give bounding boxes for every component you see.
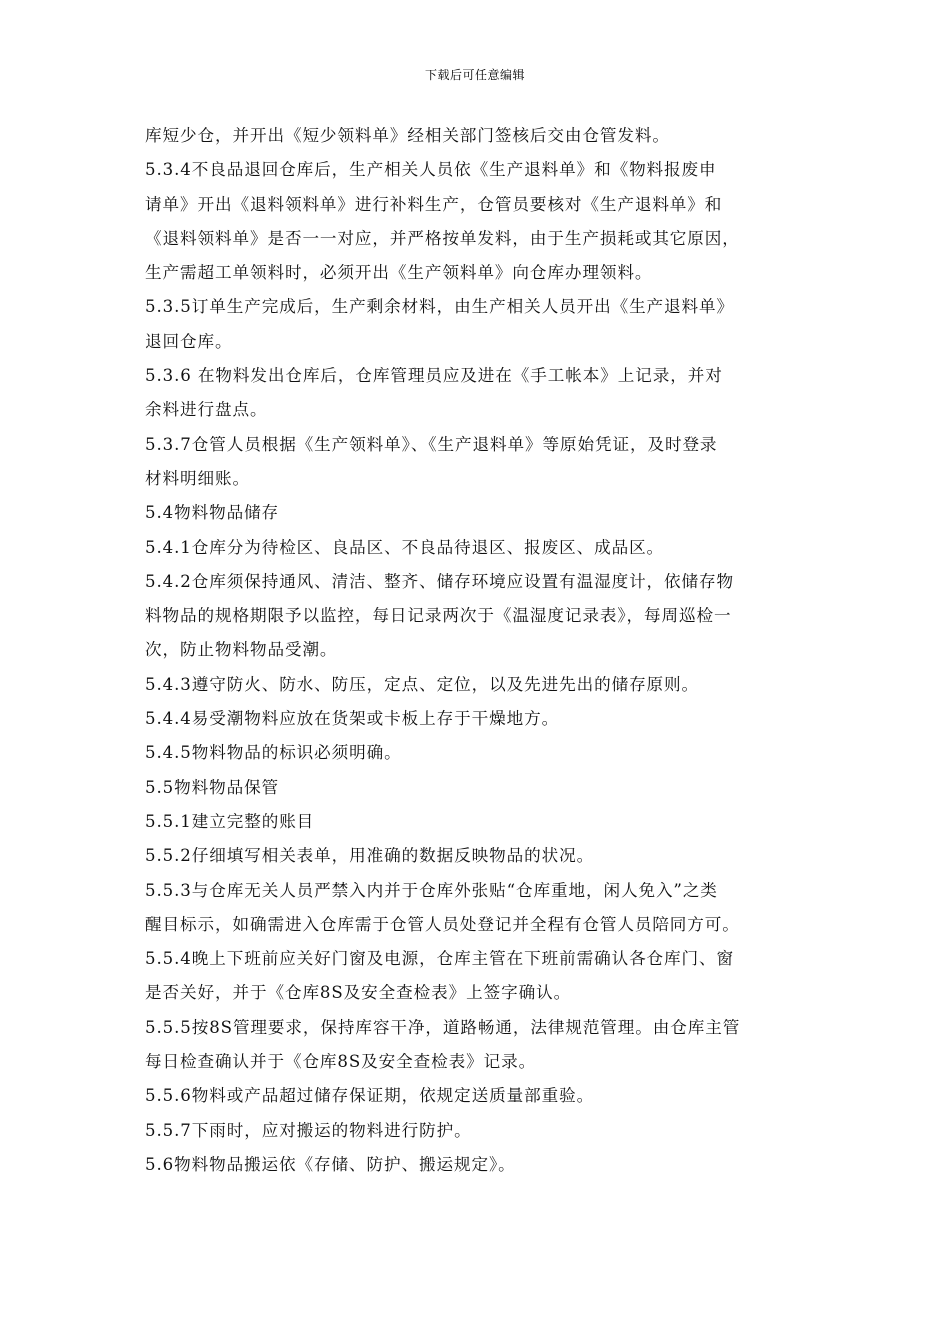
- text-line: 5.5.6物料或产品超过储存保证期，依规定送质量部重验。: [145, 1086, 595, 1106]
- text-line: 5.5.2仔细填写相关表单，用准确的数据反映物品的状况。: [145, 846, 595, 866]
- section-heading: 5.5物料物品保管: [145, 777, 280, 797]
- text-line: 5.3.4不良品退回仓库后，生产相关人员依《生产退料单》和《物料报废申: [145, 160, 717, 180]
- text-line: 5.4.3遵守防火、防水、防压，定点、定位，以及先进先出的储存原则。: [145, 674, 700, 694]
- text-line: 醒目标示，如确需进入仓库需于仓管人员处登记并全程有仓管人员陪同方可。: [145, 914, 740, 934]
- page-header: 下载后可任意编辑: [424, 68, 525, 82]
- document-body: [145, 119, 805, 1182]
- text-line: 材料明细账。: [145, 468, 250, 488]
- text-line: 库短少仓，并开出《短少领料单》经相关部门签核后交由仓管发料。: [145, 126, 670, 145]
- text-line: 5.5.4晚上下班前应关好门窗及电源，仓库主管在下班前需确认各仓库门、窗: [145, 949, 735, 969]
- text-line: 5.3.5订单生产完成后，生产剩余材料，由生产相关人员开出《生产退料单》: [145, 297, 735, 317]
- text-line: 《退料领料单》是否一一对应，并严格按单发料，由于生产损耗或其它原因，: [145, 228, 740, 248]
- text-line: 每日检查确认并于《仓库8S及安全查检表》记录。: [145, 1052, 537, 1072]
- text-line: 5.4.1仓库分为待检区、良品区、不良品待退区、报废区、成品区。: [145, 537, 665, 557]
- text-line: 5.3.7仓管人员根据《生产领料单》、《生产退料单》等原始凭证，及时登录: [145, 434, 718, 454]
- section-heading: 5.4物料物品储存: [145, 503, 280, 523]
- text-line: 退回仓库。: [145, 331, 233, 351]
- text-line: 5.4.2仓库须保持通风、清洁、整齐、储存环境应设置有温湿度计，依储存物: [145, 571, 735, 591]
- text-line: 5.5.5按8S管理要求，保持库容干净，道路畅通，法律规范管理。由仓库主管: [145, 1017, 741, 1037]
- text-line: 是否关好，并于《仓库8S及安全查检表》上签字确认。: [145, 983, 572, 1003]
- text-line: 次，防止物料物品受潮。: [145, 640, 338, 660]
- text-line: 5.3.6 在物料发出仓库后，仓库管理员应及进在《手工帐本》上记录，并对: [145, 366, 723, 386]
- text-line: 5.5.3与仓库无关人员严禁入内并于仓库外张贴“仓库重地，闲人免入”之类: [145, 880, 718, 900]
- text-line: 生产需超工单领料时，必须开出《生产领料单》向仓库办理领料。: [145, 263, 653, 283]
- text-line: 料物品的规格期限予以监控，每日记录两次于《温湿度记录表》，每周巡检一: [145, 606, 732, 626]
- text-line: 5.5.1建立完整的账目: [145, 811, 315, 831]
- section-heading: 5.6物料物品搬运依《存储、防护、搬运规定》。: [145, 1154, 516, 1174]
- text-line: 请单》开出《退料领料单》进行补料生产，仓管员要核对《生产退料单》和: [145, 194, 723, 214]
- text-line: 5.4.4易受潮物料应放在货架或卡板上存于干燥地方。: [145, 709, 560, 729]
- text-line: 余料进行盘点。: [145, 400, 268, 420]
- text-line: 5.5.7下雨时，应对搬运的物料进行防护。: [145, 1120, 472, 1140]
- text-line: 5.4.5物料物品的标识必须明确。: [145, 743, 402, 763]
